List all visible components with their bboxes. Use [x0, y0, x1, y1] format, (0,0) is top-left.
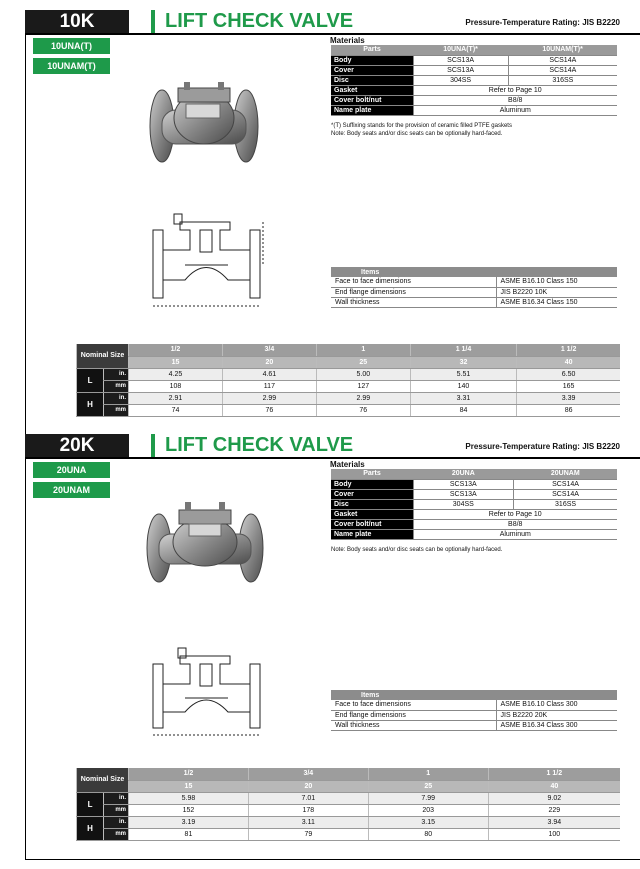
valve-photo — [148, 78, 260, 178]
dim-H-label: H — [77, 392, 104, 416]
note-line: *(T) Suffixing stands for the provision of ceramic filled PTFE gaskets — [331, 123, 512, 129]
materials-part: Cover — [331, 489, 413, 499]
dim-value: 100 — [488, 828, 620, 840]
size-inch: 1 1/4 — [410, 344, 516, 356]
standards-value: ASME B16.10 Class 300 — [496, 700, 617, 710]
dim-value: 86 — [517, 404, 620, 416]
dim-value: 76 — [222, 404, 316, 416]
unit-mm: mm — [104, 404, 129, 416]
section-10k — [0, 10, 640, 438]
dim-value: 152 — [129, 804, 249, 816]
section-20k — [0, 434, 640, 862]
materials-value: B8/8 — [413, 95, 617, 105]
product-title: LIFT CHECK VALVE — [151, 10, 411, 33]
materials-value: 304SS — [413, 75, 508, 85]
materials-title: Materials — [330, 460, 365, 469]
dim-value: 79 — [248, 828, 368, 840]
dim-value: 178 — [248, 804, 368, 816]
dim-value: 2.91 — [129, 392, 223, 404]
materials-table — [331, 45, 617, 116]
dimensions-table — [76, 344, 620, 417]
materials-value: SCS14A — [508, 55, 617, 65]
dim-value: 108 — [129, 380, 223, 392]
size-mm: 25 — [368, 780, 488, 792]
materials-part: Name plate — [331, 529, 413, 539]
unit-in: in. — [104, 816, 129, 828]
standards-item: End flange dimensions — [331, 710, 496, 720]
materials-value: Refer to Page 10 — [413, 509, 617, 519]
standards-item: End flange dimensions — [331, 287, 496, 297]
unit-in: in. — [104, 392, 129, 404]
materials-header-model-b: 20UNAM — [514, 469, 617, 479]
materials-value: 316SS — [508, 75, 617, 85]
size-mm: 40 — [488, 780, 620, 792]
dim-value: 3.94 — [488, 816, 620, 828]
standards-item: Face to face dimensions — [331, 700, 496, 710]
dim-value: 9.02 — [488, 792, 620, 804]
series-badge: 10K — [25, 10, 129, 33]
materials-value: SCS14A — [514, 479, 617, 489]
size-inch: 1 1/2 — [488, 768, 620, 780]
standards-item: Face to face dimensions — [331, 277, 496, 287]
materials-part: Name plate — [331, 105, 413, 115]
materials-header-model-a: 10UNA(T)* — [413, 45, 508, 55]
materials-part: Disc — [331, 499, 413, 509]
dim-value: 76 — [316, 404, 410, 416]
dim-value: 2.99 — [222, 392, 316, 404]
size-mm: 32 — [410, 356, 516, 368]
dim-L-label: L — [77, 792, 104, 816]
dim-value: 3.39 — [517, 392, 620, 404]
standards-table — [331, 267, 617, 308]
materials-table — [331, 469, 617, 540]
size-mm: 25 — [316, 356, 410, 368]
series-badge: 20K — [25, 434, 129, 457]
size-inch: 1/2 — [129, 344, 223, 356]
dim-value: 7.99 — [368, 792, 488, 804]
materials-value: 304SS — [413, 499, 514, 509]
materials-value: SCS14A — [514, 489, 617, 499]
dim-value: 6.50 — [517, 368, 620, 380]
standards-header: Items — [331, 267, 617, 277]
materials-value: Aluminum — [413, 105, 617, 115]
materials-value: SCS13A — [413, 479, 514, 489]
materials-value: SCS13A — [413, 489, 514, 499]
dim-value: 5.00 — [316, 368, 410, 380]
materials-part: Cover — [331, 65, 413, 75]
note-line: Note: Body seats and/or disc seats can be optionally hard-faced. — [331, 547, 503, 553]
dim-value: 3.19 — [129, 816, 249, 828]
size-mm: 15 — [129, 780, 249, 792]
model-tag-10unam: 10UNAM(T) — [33, 58, 110, 74]
materials-notes — [331, 546, 502, 554]
dim-value: 4.25 — [129, 368, 223, 380]
dim-value: 229 — [488, 804, 620, 816]
size-inch: 1 — [316, 344, 410, 356]
materials-value: 316SS — [514, 499, 617, 509]
dim-value: 4.61 — [222, 368, 316, 380]
materials-value: Refer to Page 10 — [413, 85, 617, 95]
dim-value: 140 — [410, 380, 516, 392]
dim-value: 5.98 — [129, 792, 249, 804]
dim-value: 5.51 — [410, 368, 516, 380]
section-top-rule — [25, 33, 640, 35]
materials-header-parts: Parts — [331, 469, 413, 479]
materials-value: SCS14A — [508, 65, 617, 75]
dim-H-label: H — [77, 816, 104, 840]
materials-part: Body — [331, 479, 413, 489]
dim-value: 84 — [410, 404, 516, 416]
pressure-rating: Pressure-Temperature Rating: JIS B2220 — [465, 442, 620, 451]
materials-part: Disc — [331, 75, 413, 85]
size-inch: 3/4 — [248, 768, 368, 780]
section-left-rule — [25, 434, 26, 859]
materials-value: SCS13A — [413, 65, 508, 75]
standards-value: JIS B2220 20K — [496, 710, 617, 720]
nominal-size-label: Nominal Size — [77, 344, 129, 368]
size-mm: 40 — [517, 356, 620, 368]
materials-part: Gasket — [331, 85, 413, 95]
note-line: Note: Body seats and/or disc seats can be optionally hard-faced. — [331, 131, 503, 137]
model-tag-20unam: 20UNAM — [33, 482, 110, 498]
unit-mm: mm — [104, 380, 129, 392]
dim-value: 74 — [129, 404, 223, 416]
standards-header: Items — [331, 690, 617, 700]
dim-value: 7.01 — [248, 792, 368, 804]
unit-mm: mm — [104, 828, 129, 840]
dim-L-label: L — [77, 368, 104, 392]
size-mm: 15 — [129, 356, 223, 368]
dim-value: 81 — [129, 828, 249, 840]
dim-value: 80 — [368, 828, 488, 840]
size-inch: 3/4 — [222, 344, 316, 356]
standards-value: JIS B2220 10K — [496, 287, 617, 297]
section-top-rule — [25, 457, 640, 459]
materials-notes — [331, 122, 512, 138]
unit-in: in. — [104, 368, 129, 380]
dimensions-table — [76, 768, 620, 841]
unit-in: in. — [104, 792, 129, 804]
bottom-rule — [25, 859, 640, 860]
section-left-rule — [25, 10, 26, 438]
valve-photo — [145, 496, 265, 592]
size-inch: 1 1/2 — [517, 344, 620, 356]
standards-item: Wall thickness — [331, 297, 496, 307]
dim-value: 117 — [222, 380, 316, 392]
size-mm: 20 — [248, 780, 368, 792]
materials-part: Body — [331, 55, 413, 65]
materials-value: Aluminum — [413, 529, 617, 539]
materials-header-model-b: 10UNAM(T)* — [508, 45, 617, 55]
standards-value: ASME B16.34 Class 300 — [496, 720, 617, 730]
materials-value: SCS13A — [413, 55, 508, 65]
materials-value: B8/8 — [413, 519, 617, 529]
standards-table — [331, 690, 617, 731]
materials-part: Gasket — [331, 509, 413, 519]
dim-value: 2.99 — [316, 392, 410, 404]
size-inch: 1 — [368, 768, 488, 780]
standards-value: ASME B16.10 Class 150 — [496, 277, 617, 287]
dim-value: 203 — [368, 804, 488, 816]
materials-part: Cover bolt/nut — [331, 519, 413, 529]
dim-value: 165 — [517, 380, 620, 392]
model-tag-10una: 10UNA(T) — [33, 38, 110, 54]
size-mm: 20 — [222, 356, 316, 368]
valve-drawing — [150, 646, 265, 738]
standards-value: ASME B16.34 Class 150 — [496, 297, 617, 307]
pressure-rating: Pressure-Temperature Rating: JIS B2220 — [465, 18, 620, 27]
standards-item: Wall thickness — [331, 720, 496, 730]
dim-value: 127 — [316, 380, 410, 392]
materials-title: Materials — [330, 36, 365, 45]
size-inch: 1/2 — [129, 768, 249, 780]
materials-part: Cover bolt/nut — [331, 95, 413, 105]
unit-mm: mm — [104, 804, 129, 816]
nominal-size-label: Nominal Size — [77, 768, 129, 792]
dim-value: 3.11 — [248, 816, 368, 828]
materials-header-model-a: 20UNA — [413, 469, 514, 479]
dim-value: 3.15 — [368, 816, 488, 828]
product-title: LIFT CHECK VALVE — [151, 434, 411, 457]
materials-header-parts: Parts — [331, 45, 413, 55]
valve-drawing — [150, 210, 265, 310]
model-tag-20una: 20UNA — [33, 462, 110, 478]
dim-value: 3.31 — [410, 392, 516, 404]
